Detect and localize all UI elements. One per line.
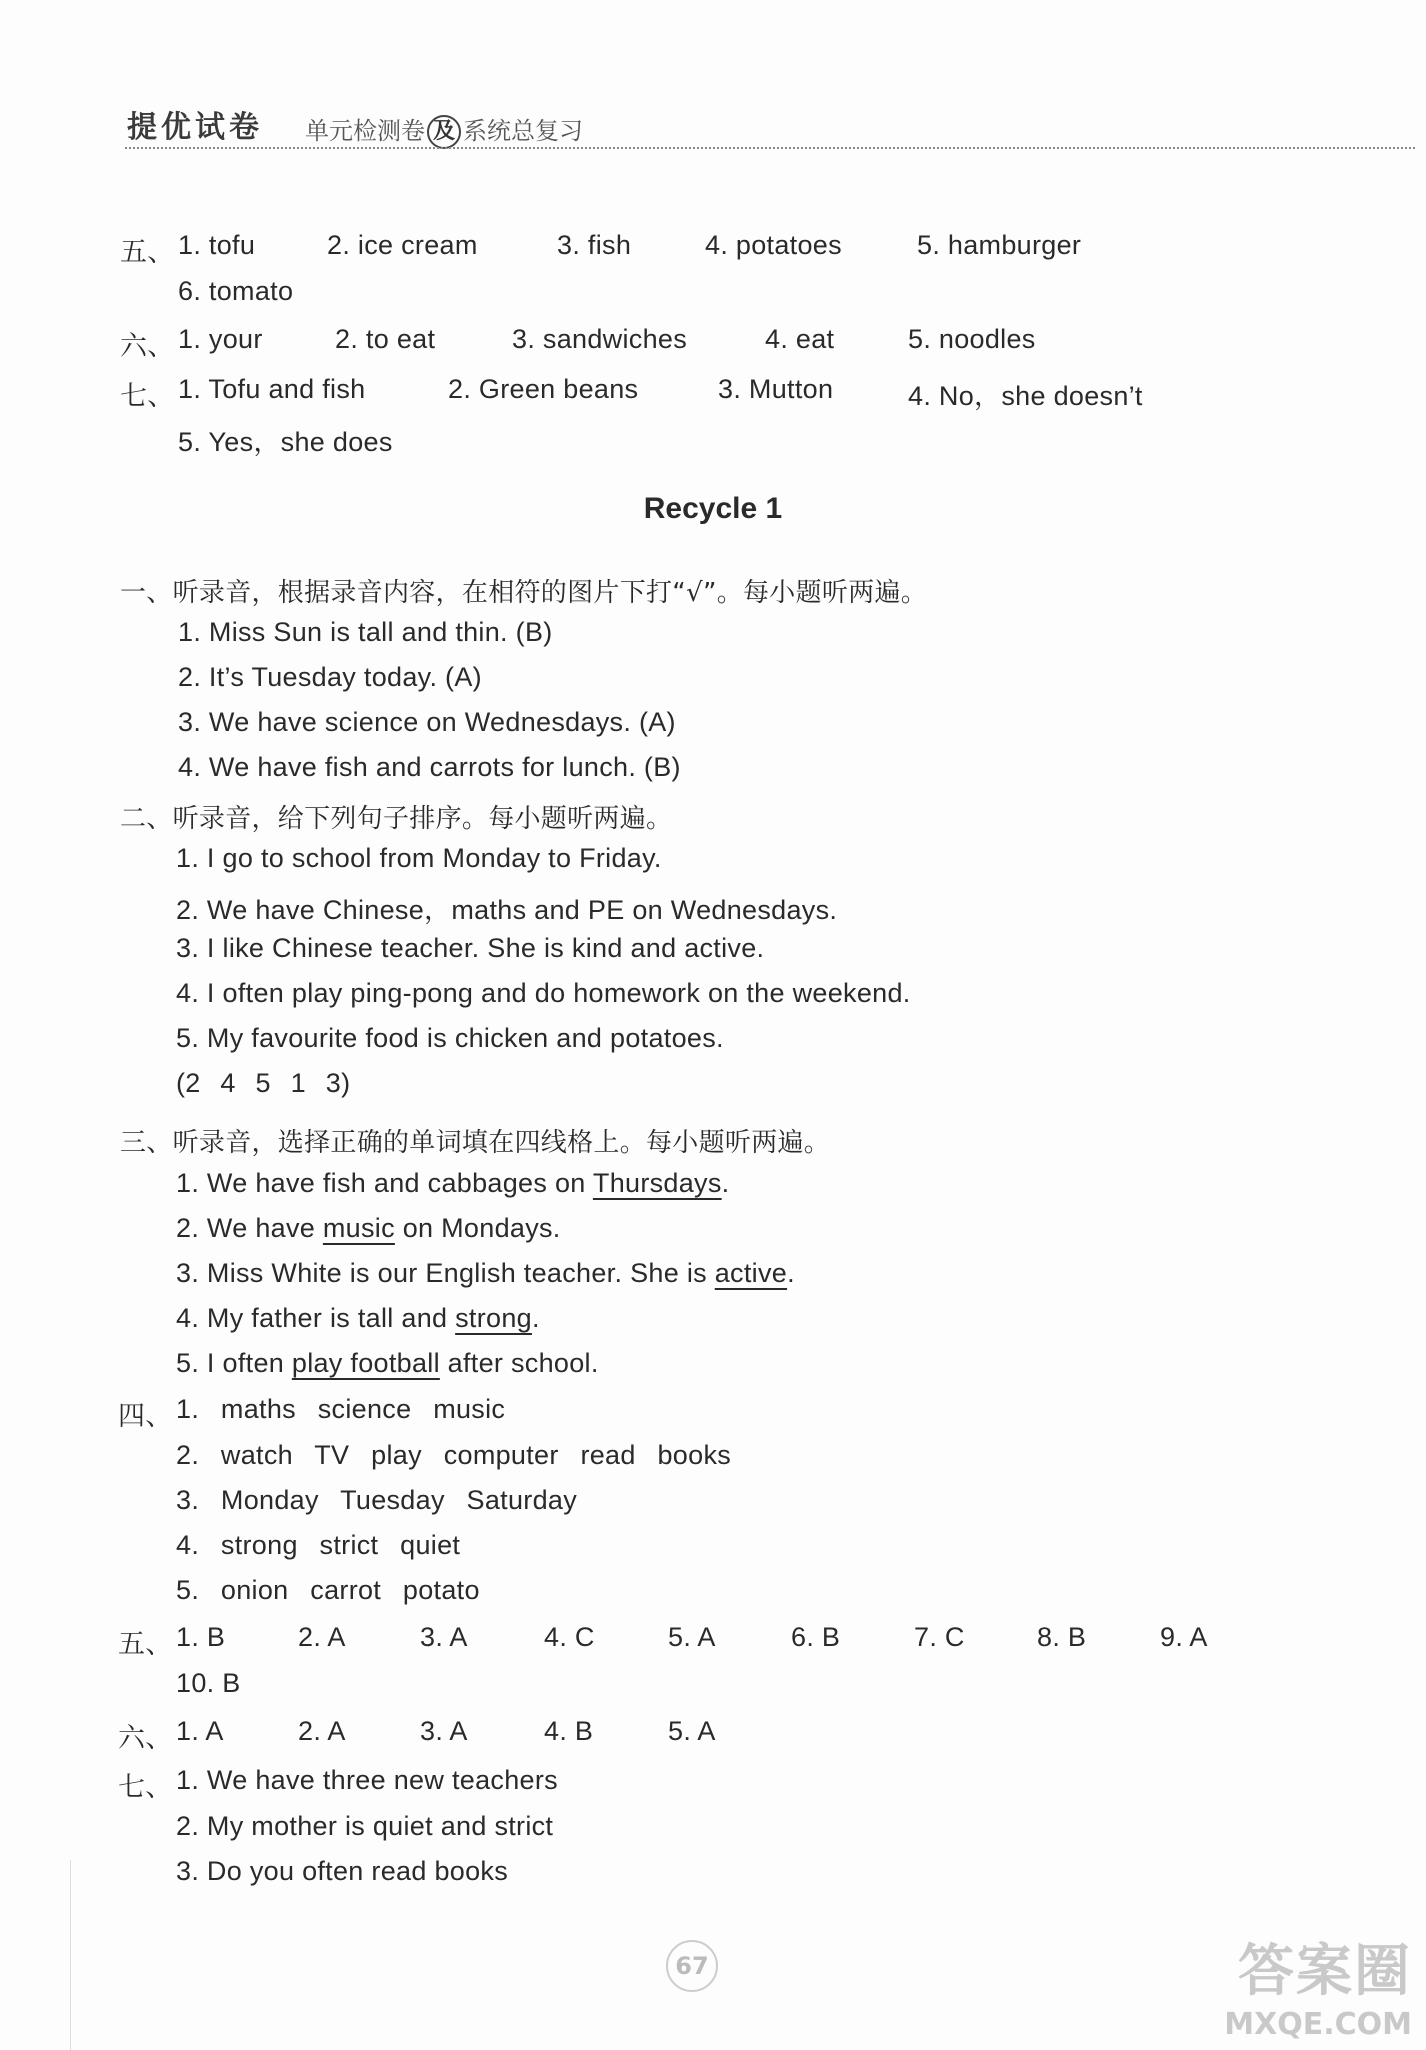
s1-heading: 一、听录音，根据录音内容，在相符的图片下打“√”。每小题听两遍。 (120, 578, 928, 608)
s5-item: 6. B (791, 1622, 841, 1652)
header-subtitle (305, 111, 583, 149)
s2-item: 4. I often play ping-pong and do homework on the weekend. (176, 978, 911, 1008)
top-wu-item: 3. fish (557, 230, 632, 260)
watermark-url: MXQE.COM (1224, 2007, 1412, 2042)
s4-item: 1. maths science music (176, 1394, 506, 1424)
page-number: 67 (666, 1940, 718, 1992)
top-qi-item: 3. Mutton (718, 374, 834, 404)
watermark (1224, 1927, 1412, 2042)
page-header (125, 98, 1415, 150)
section-label: 四、 (118, 1401, 173, 1432)
top-wu-item: 1. tofu (178, 230, 256, 260)
s3-answer: strong (455, 1303, 532, 1333)
s3-text: 3. Miss White is our English teacher. She is (176, 1258, 715, 1288)
brand-title: 提优试卷 (127, 110, 263, 145)
section-label: 六、 (120, 331, 175, 362)
watermark-logo-text: 答案圈 (1238, 1939, 1412, 2004)
s3-text: . (531, 1303, 540, 1333)
s7-item: 3. Do you often read books (176, 1856, 509, 1886)
s5-item: 4. C (544, 1622, 595, 1652)
s5-item: 8. B (1037, 1622, 1087, 1652)
top-wu-item: 4. potatoes (705, 230, 842, 260)
s4-item: 4. strong strict quiet (176, 1530, 461, 1560)
top-qi-item: 2. Green beans (448, 374, 639, 404)
s3-text: 4. My father is tall and (176, 1303, 456, 1333)
subtitle-ji-badge: 及 (427, 115, 461, 149)
top-liu-item: 5. noodles (908, 324, 1036, 354)
s3-item (176, 1168, 729, 1199)
top-wu-item: 2. ice cream (327, 230, 478, 260)
s2-item: 2. We have Chinese，maths and PE on Wednesdays. (176, 895, 838, 925)
s7-item: 2. My mother is quiet and strict (176, 1811, 554, 1841)
s5-item: 7. C (914, 1622, 965, 1652)
top-liu-item: 4. eat (765, 324, 835, 354)
top-liu-item: 3. sandwiches (512, 324, 687, 354)
s3-text: 5. I often (176, 1348, 292, 1378)
s5-item: 5. A (668, 1622, 716, 1652)
s3-text: 1. We have fish and cabbages on (176, 1168, 593, 1198)
s5-item: 9. A (1160, 1622, 1208, 1652)
top-liu-item: 1. your (178, 324, 263, 354)
s3-text: after school. (439, 1348, 599, 1378)
section-label: 七、 (118, 1772, 173, 1803)
s1-item: 4. We have fish and carrots for lunch. (B) (178, 752, 681, 782)
section-label: 五、 (118, 1629, 173, 1660)
subtitle-part-a: 单元检测卷 (305, 117, 425, 145)
s3-answer: active (714, 1258, 788, 1288)
header-divider (125, 147, 1415, 149)
subtitle-part-b: 系统总复习 (463, 117, 583, 145)
s1-item: 1. Miss Sun is tall and thin. (B) (178, 617, 553, 647)
s3-text: . (787, 1258, 795, 1288)
s3-text: 2. We have (176, 1213, 323, 1243)
s3-item (176, 1213, 561, 1244)
s2-heading: 二、听录音，给下列句子排序。每小题听两遍。 (120, 804, 673, 834)
top-wu-row (120, 230, 175, 269)
s7-item: 1. We have three new teachers (176, 1765, 558, 1795)
s4-item: 5. onion carrot potato (176, 1575, 480, 1605)
s3-answer: music (322, 1213, 395, 1243)
s3-item (176, 1258, 795, 1289)
recycle-title: Recycle 1 (643, 492, 783, 525)
s6-item: 1. A (176, 1716, 224, 1746)
s1-item: 3. We have science on Wednesdays. (A) (178, 707, 676, 737)
top-qi-item: 4. No，she doesn’t (908, 381, 1143, 411)
s2-item: 1. I go to school from Monday to Friday. (176, 843, 662, 873)
top-wu-item: 5. hamburger (917, 230, 1082, 260)
s5-item: 1. B (176, 1622, 226, 1652)
s3-item (176, 1348, 599, 1379)
s1-item: 2. It’s Tuesday today. (A) (178, 662, 482, 692)
s4-item: 3. Monday Tuesday Saturday (176, 1485, 578, 1515)
top-wu-item: 6. tomato (178, 276, 294, 306)
s5-item: 2. A (298, 1622, 346, 1652)
s6-item: 5. A (668, 1716, 716, 1746)
section-label: 六、 (118, 1723, 173, 1754)
s2-answer: (2 4 5 1 3) (176, 1068, 351, 1098)
top-qi-item: 5. Yes，she does (178, 427, 393, 457)
section-label: 七、 (120, 381, 175, 412)
s3-text: on Mondays. (394, 1213, 561, 1243)
margin-rule (70, 1860, 71, 2050)
s6-item: 3. A (420, 1716, 468, 1746)
top-liu-item: 2. to eat (335, 324, 436, 354)
s2-item: 3. I like Chinese teacher. She is kind and active. (176, 933, 765, 963)
s4-item: 2. watch TV play computer read books (176, 1440, 732, 1470)
s2-item: 5. My favourite food is chicken and potatoes. (176, 1023, 724, 1053)
s3-answer: play football (291, 1348, 440, 1378)
top-qi-item: 1. Tofu and fish (178, 374, 366, 404)
s5-item: 3. A (420, 1622, 468, 1652)
s5-item: 10. B (176, 1668, 241, 1698)
s3-answer: Thursdays (592, 1168, 722, 1198)
s3-heading: 三、听录音，选择正确的单词填在四线格上。每小题听两遍。 (120, 1128, 831, 1158)
section-label: 五、 (120, 237, 175, 268)
s6-item: 2. A (298, 1716, 346, 1746)
s3-text: . (721, 1168, 730, 1198)
s6-item: 4. B (544, 1716, 594, 1746)
s3-item (176, 1303, 540, 1334)
